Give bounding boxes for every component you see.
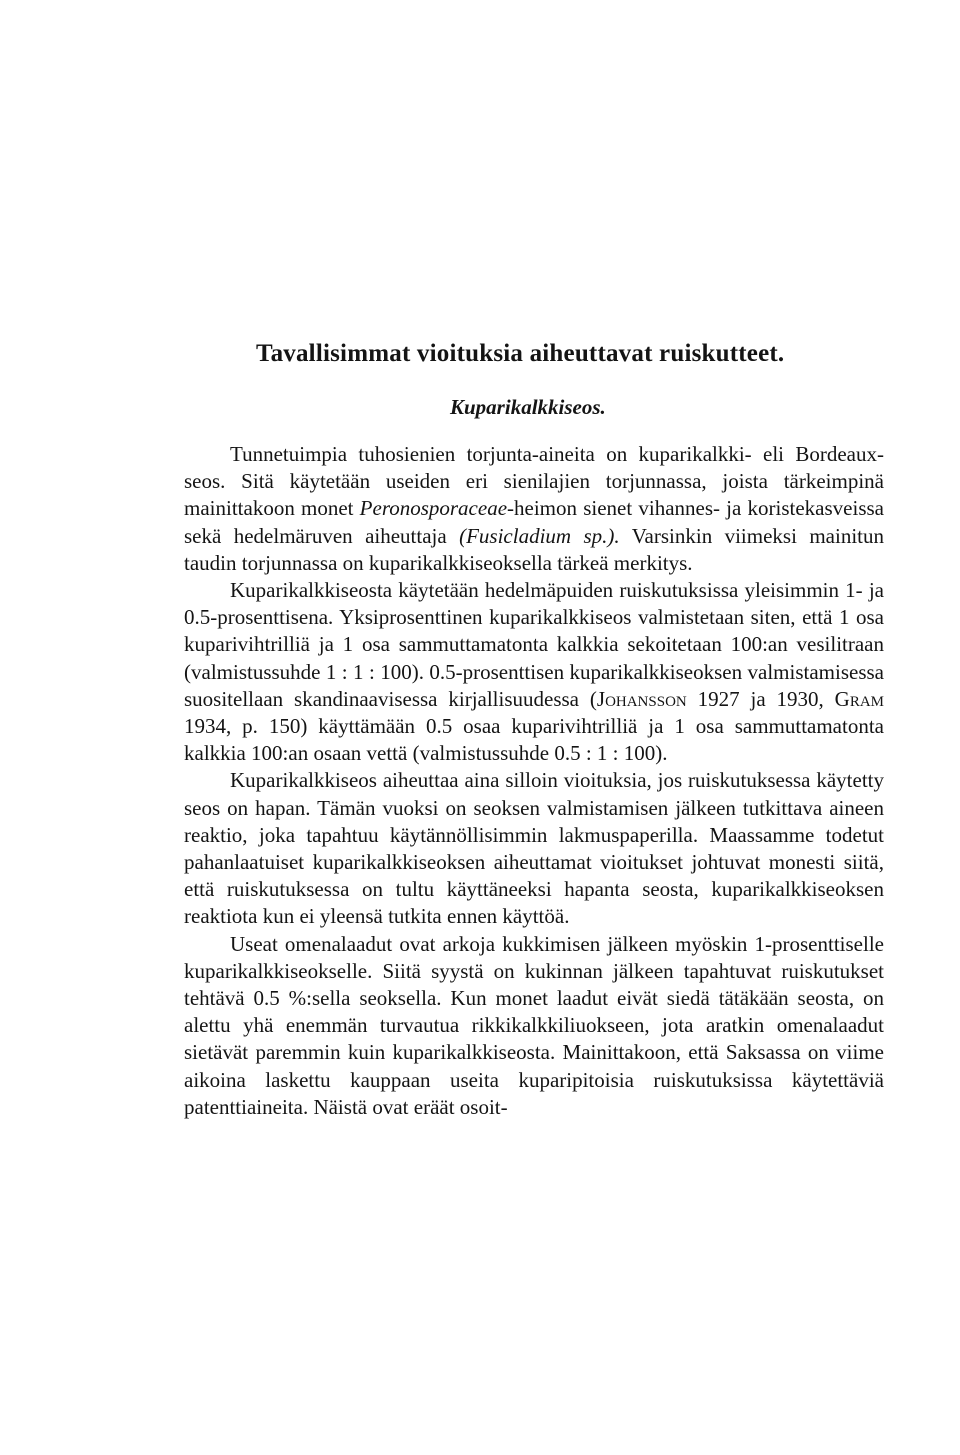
page-title: Tavallisimmat vioituksia aiheuttavat ruiskutteet. — [256, 340, 785, 367]
author-name: Gram — [834, 686, 885, 711]
text-run: 1927 ja 1930, — [686, 686, 835, 711]
text-run: -heimon sienet vihannes- ja koristekasveissa sekä hedelmäruven aiheuttaja — [184, 496, 884, 548]
italic-term: Peronosporaceae — [359, 496, 508, 521]
text-run: Kuparikalkkiseosta käytetään hedelmäpuiden ruiskutuksissa yleisimmin 1- ja 0.5-prosenttisena. Yksiprosenttinen kuparikalkkiseos valmistetaan siten, että 1 osa kuparivihtrilliä ja 1 osa sammuttamatonta kalkkia sekoitetaan 100:an vesilitraan (valmistussuhde 1 : 1 : 100). 0.5-prosenttisen kuparikalkkiseoksen valmistamisessa suositellaan skandinaavisessa kirjallisuudessa ( — [184, 578, 884, 711]
paragraph: Kuparikalkkiseos aiheuttaa aina silloin vioituksia, jos ruiskutuksessa käytetty seos on hapan. Tämän vuoksi on seoksen valmistamisen jälkeen tutkittava aineen reaktio, joka tapahtuu käytännöllisimmin lakmuspaperilla. Maassamme todetut pahanlaatuiset kuparikalkkiseoksen aiheuttamat vioitukset johtuvat monesti siitä, että ruiskutuksessa on tultu käyttäneeksi hapanta seosta, kuparikalkkiseoksen reaktiota kun ei yleensä tutkita ennen käyttöä. — [184, 768, 884, 929]
paragraph: Useat omenalaadut ovat arkoja kukkimisen jälkeen myöskin 1-prosenttiselle kuparikalkkiseokselle. Siitä syystä on kukinnan jälkeen tapahtuvat ruiskutukset tehtävä 0.5 %:sella seoksella. Kun monet laadut eivät siedä tätäkään seosta, on alettu yhä enemmän turvautua rikkikalkkiliuokseen, jota aratkin omenalaadut sietävät paremmin kuin kuparikalkkiseosta. Mainittakoon, että Saksassa on viime aikoina laskettu kauppaan useita kuparipitoisia ruiskutuksissa käytettäviä patenttiaineita. Näistä ovat eräät osoit- — [184, 931, 884, 1119]
paragraph — [184, 577, 884, 767]
author-name: Johansson — [596, 686, 687, 711]
body-text — [184, 441, 884, 1121]
text-run: 1934, p. 150) käyttämään 0.5 osaa kuparivihtrilliä ja 1 osa sammuttamatonta kalkkia 100:an osaan vettä (valmistussuhde 0.5 : 1 : 100). — [184, 714, 884, 766]
section-subtitle: Kuparikalkkiseos. — [450, 395, 606, 419]
text-run: Varsinkin viimeksi mainitun taudin torjunnassa on kuparikalkkiseoksella tärkeä merkitys. — [184, 523, 884, 575]
text-run: Tunnetuimpia tuhosienien torjunta-aineita on kuparikalkki- eli Bordeaux-seos. Sitä käytetään useiden eri sienilajien torjunnassa, joista tärkeimpinä mainittakoon monet — [184, 442, 884, 521]
italic-term: (Fusicladium sp.). — [459, 523, 620, 548]
paragraph — [184, 441, 884, 577]
